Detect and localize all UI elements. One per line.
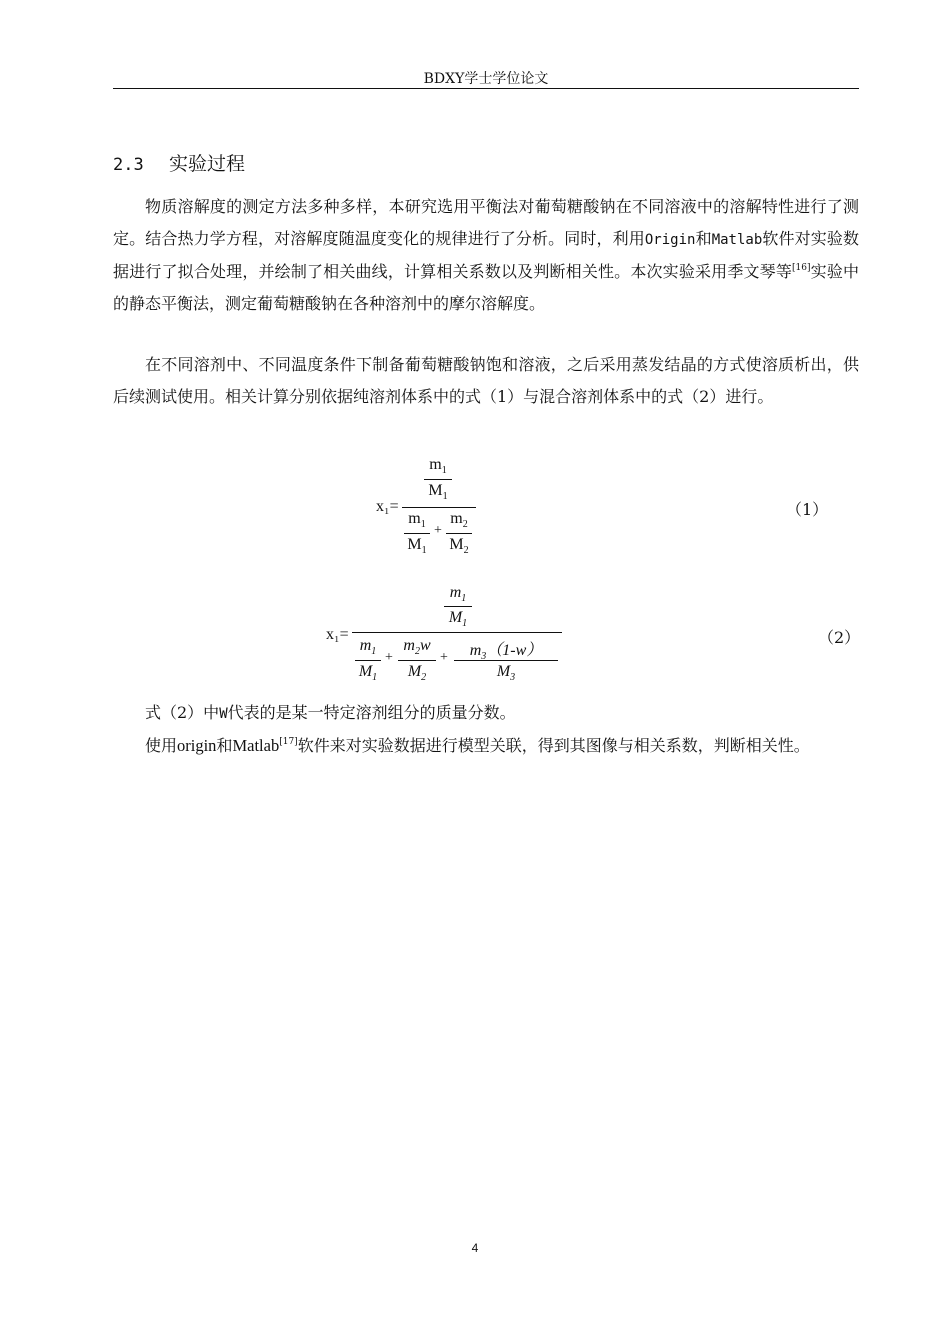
eq2-outer-num-den: $M_1$ xyxy=(448,609,468,629)
section-number: 2.3 xyxy=(113,155,144,175)
eq2-lhs: x₁= xyxy=(326,626,349,643)
p1-and: 和 xyxy=(695,228,712,248)
paragraph-w-definition xyxy=(113,697,859,731)
citation-16[interactable]: [16] xyxy=(792,263,811,273)
p1-matlab: Matlab xyxy=(711,231,763,248)
eq1-den-term2-den: $M_2$ xyxy=(449,536,469,556)
p4-matlab: Matlab xyxy=(232,736,280,755)
eq1-number: （1） xyxy=(786,500,829,519)
paragraph-method xyxy=(113,191,859,319)
p4-text-a: 使用 xyxy=(145,736,178,755)
eq2-inner-bar-top xyxy=(444,606,472,607)
eq2-term2-bar xyxy=(398,660,436,661)
eq1-main-bar xyxy=(402,507,476,508)
eq1-den-term1-bar xyxy=(404,533,430,534)
p1-text-c: 实验中的静态平衡法，测定葡萄糖酸钠在各种溶剂中的摩尔溶解度。 xyxy=(113,262,859,313)
p1-text-b: 软件对实验数据进行了拟合处理，并绘制了相关曲线，计算相关系数以及判断相关性。本次实验采用季文琴等 xyxy=(113,228,859,281)
page-number: 4 xyxy=(471,1241,479,1255)
eq2-term3-num: $m_3(1-w)$ xyxy=(469,642,543,662)
p4-and: 和 xyxy=(216,736,233,755)
p3-text-a: 式（2）中 xyxy=(145,703,220,722)
paragraph-software xyxy=(113,730,859,762)
running-header: BDXY学士学位论文 xyxy=(423,71,549,87)
p1-text-a: 物质溶解度的测定方法多种多样，本研究选用平衡法对葡萄糖酸钠在不同溶液中的溶解特性进行了测定。结合热力学方程，对溶解度随温度变化的规律进行了分析。同时，利用 xyxy=(113,197,859,248)
eq2-term3-bar xyxy=(454,660,558,661)
eq1-outer-num-den: $M_1$ xyxy=(428,482,448,502)
eq2-term2-num: $m_2w$ xyxy=(403,637,431,657)
paragraph-preparation: 在不同溶剂中、不同温度条件下制备葡萄糖酸钠饱和溶液，之后采用蒸发结晶的方式使溶质析出，供后续测试使用。相关计算分别依据纯溶剂体系中的式（1）与混合溶剂体系中的式（2）进行。 xyxy=(113,355,859,406)
eq2-number: （2） xyxy=(818,628,861,647)
eq1-lhs: x₁= xyxy=(376,498,399,515)
eq2-term1-bar xyxy=(355,660,381,661)
p3-text-b: 代表的是某一特定溶剂组分的质量分数。 xyxy=(227,703,516,722)
eq1-outer-num: $m_1$ xyxy=(429,456,447,476)
eq2-main-bar xyxy=(352,632,562,633)
section-heading xyxy=(113,150,245,179)
header-rule xyxy=(113,88,859,89)
eq2-term2-den: $M_2$ xyxy=(407,663,427,683)
eq1-den-term2-num: $m_2$ xyxy=(450,510,468,530)
eq2-term1-num: $m_1$ xyxy=(359,637,377,657)
p3-w: W xyxy=(219,706,228,722)
eq2-term1-den: $M_1$ xyxy=(358,663,378,683)
eq1-den-term2-bar xyxy=(446,533,472,534)
eq2-plus-2: + xyxy=(440,650,448,665)
citation-17[interactable]: [17] xyxy=(279,737,298,747)
p1-origin: Origin xyxy=(644,231,696,248)
eq1-den-term1-num: $m_1$ xyxy=(408,510,426,530)
eq1-plus: + xyxy=(434,523,442,538)
p4-origin: origin xyxy=(177,736,217,755)
eq1-inner-bar-top xyxy=(424,479,452,480)
eq2-outer-num: $m_1$ xyxy=(449,584,467,604)
p4-text-b: 软件来对实验数据进行模型关联，得到其图像与相关系数，判断相关性。 xyxy=(297,736,810,755)
eq2-plus-1: + xyxy=(385,650,393,665)
eq2-term3-den: $M_3$ xyxy=(496,663,516,683)
eq1-den-term1-den: $M_1$ xyxy=(407,536,427,556)
section-title: 实验过程 xyxy=(169,153,246,175)
